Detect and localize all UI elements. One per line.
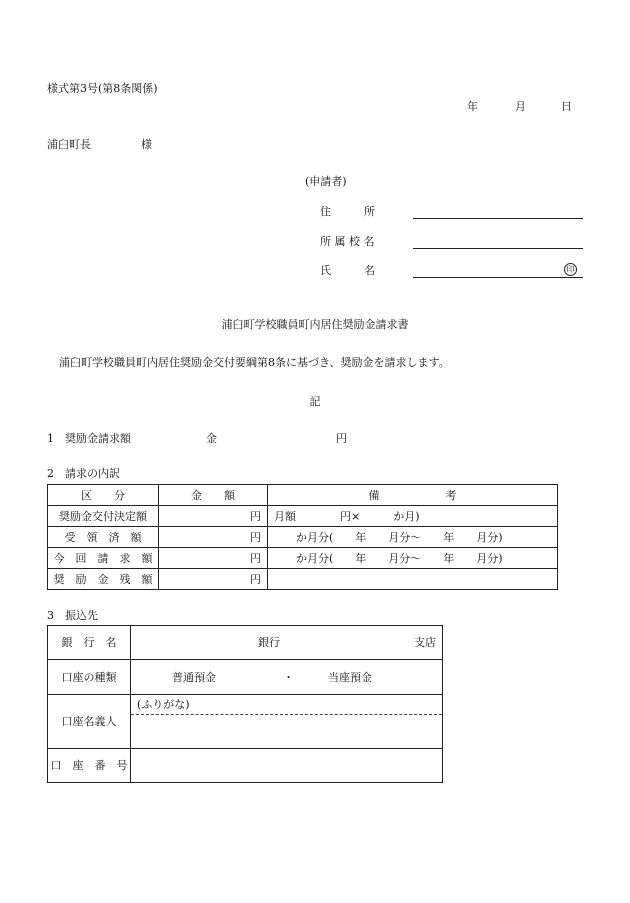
account-type-field: [131, 660, 443, 695]
row-remarks[interactable]: [268, 569, 558, 590]
breakdown-table: [47, 484, 558, 590]
holder-field[interactable]: [131, 695, 443, 749]
row-amount-cell[interactable]: 円: [159, 506, 268, 527]
branch-suffix: 支店: [414, 636, 436, 649]
ki-label: 記: [309, 395, 321, 408]
table-header-row: [48, 485, 558, 506]
table-row: [48, 527, 558, 548]
row-amount-cell[interactable]: 円: [159, 527, 268, 548]
address-label: 住 所: [320, 205, 375, 218]
table-row: [48, 506, 558, 527]
date-day: 日: [561, 100, 572, 113]
table-row: [48, 569, 558, 590]
seal-mark: 印: [564, 263, 577, 276]
account-type-row: [48, 660, 443, 695]
bank-row: [48, 626, 443, 660]
header-category: 区 分: [48, 485, 159, 506]
account-number-field[interactable]: [131, 749, 443, 783]
furigana-divider: [131, 714, 442, 715]
table-row: [48, 548, 558, 569]
row-category: 今 回 請 求 額: [48, 548, 159, 569]
section2-label: 2 請求の内訳: [47, 467, 120, 480]
row-amount-cell[interactable]: 円: [159, 569, 268, 590]
row-remarks[interactable]: か月分( 年 月分～ 年 月分): [268, 548, 558, 569]
holder-label: 口座名義人: [48, 695, 131, 749]
school-field[interactable]: [413, 248, 583, 249]
header-amount: 金 額: [159, 485, 268, 506]
furigana-label: (ふりがな): [137, 698, 190, 711]
row-category: 奨 励 金 残 額: [48, 569, 159, 590]
bank-field[interactable]: [131, 626, 443, 660]
bank-label: 銀 行 名: [48, 626, 131, 660]
document-body: 浦臼町学校職員町内居住奨励金交付要綱第8条に基づき、奨励金を請求します。: [59, 356, 450, 369]
header-remarks: 備 考: [268, 485, 558, 506]
name-label: 氏 名: [320, 264, 375, 277]
option-current[interactable]: 当座預金: [328, 671, 372, 684]
applicant-heading: (申請者): [305, 175, 347, 188]
option-ordinary[interactable]: 普通預金: [172, 671, 216, 684]
account-number-row: [48, 749, 443, 783]
school-label: 所 属 校 名: [320, 235, 375, 248]
document-title: 浦臼町学校職員町内居住奨励金請求書: [221, 318, 409, 331]
account-type-label: 口座の種類: [48, 660, 131, 695]
row-remarks[interactable]: か月分( 年 月分～ 年 月分): [268, 527, 558, 548]
transfer-table: [47, 625, 443, 783]
row-category: 奨励金交付決定額: [48, 506, 159, 527]
row-remarks[interactable]: 月額 円× か月): [268, 506, 558, 527]
date-month: 月: [515, 100, 526, 113]
section3-label: 3 振込先: [47, 609, 98, 622]
row-amount-cell[interactable]: 円: [159, 548, 268, 569]
holder-row: [48, 695, 443, 749]
bank-suffix: 銀行: [258, 636, 280, 649]
address-field[interactable]: [413, 218, 583, 219]
section1-kin: 金: [206, 432, 217, 445]
date-year: 年: [467, 100, 478, 113]
row-category: 受 領 済 額: [48, 527, 159, 548]
addressee-honorific: 様: [141, 138, 152, 151]
section1-label: 1 奨励金請求額: [47, 432, 131, 445]
addressee-name: 浦臼町長: [47, 138, 91, 151]
form-number: 様式第3号(第8条関係): [47, 82, 158, 95]
account-number-label: 口 座 番 号: [48, 749, 131, 783]
section1-yen: 円: [336, 432, 347, 445]
name-field[interactable]: [413, 277, 583, 278]
option-separator: ・: [283, 671, 294, 684]
